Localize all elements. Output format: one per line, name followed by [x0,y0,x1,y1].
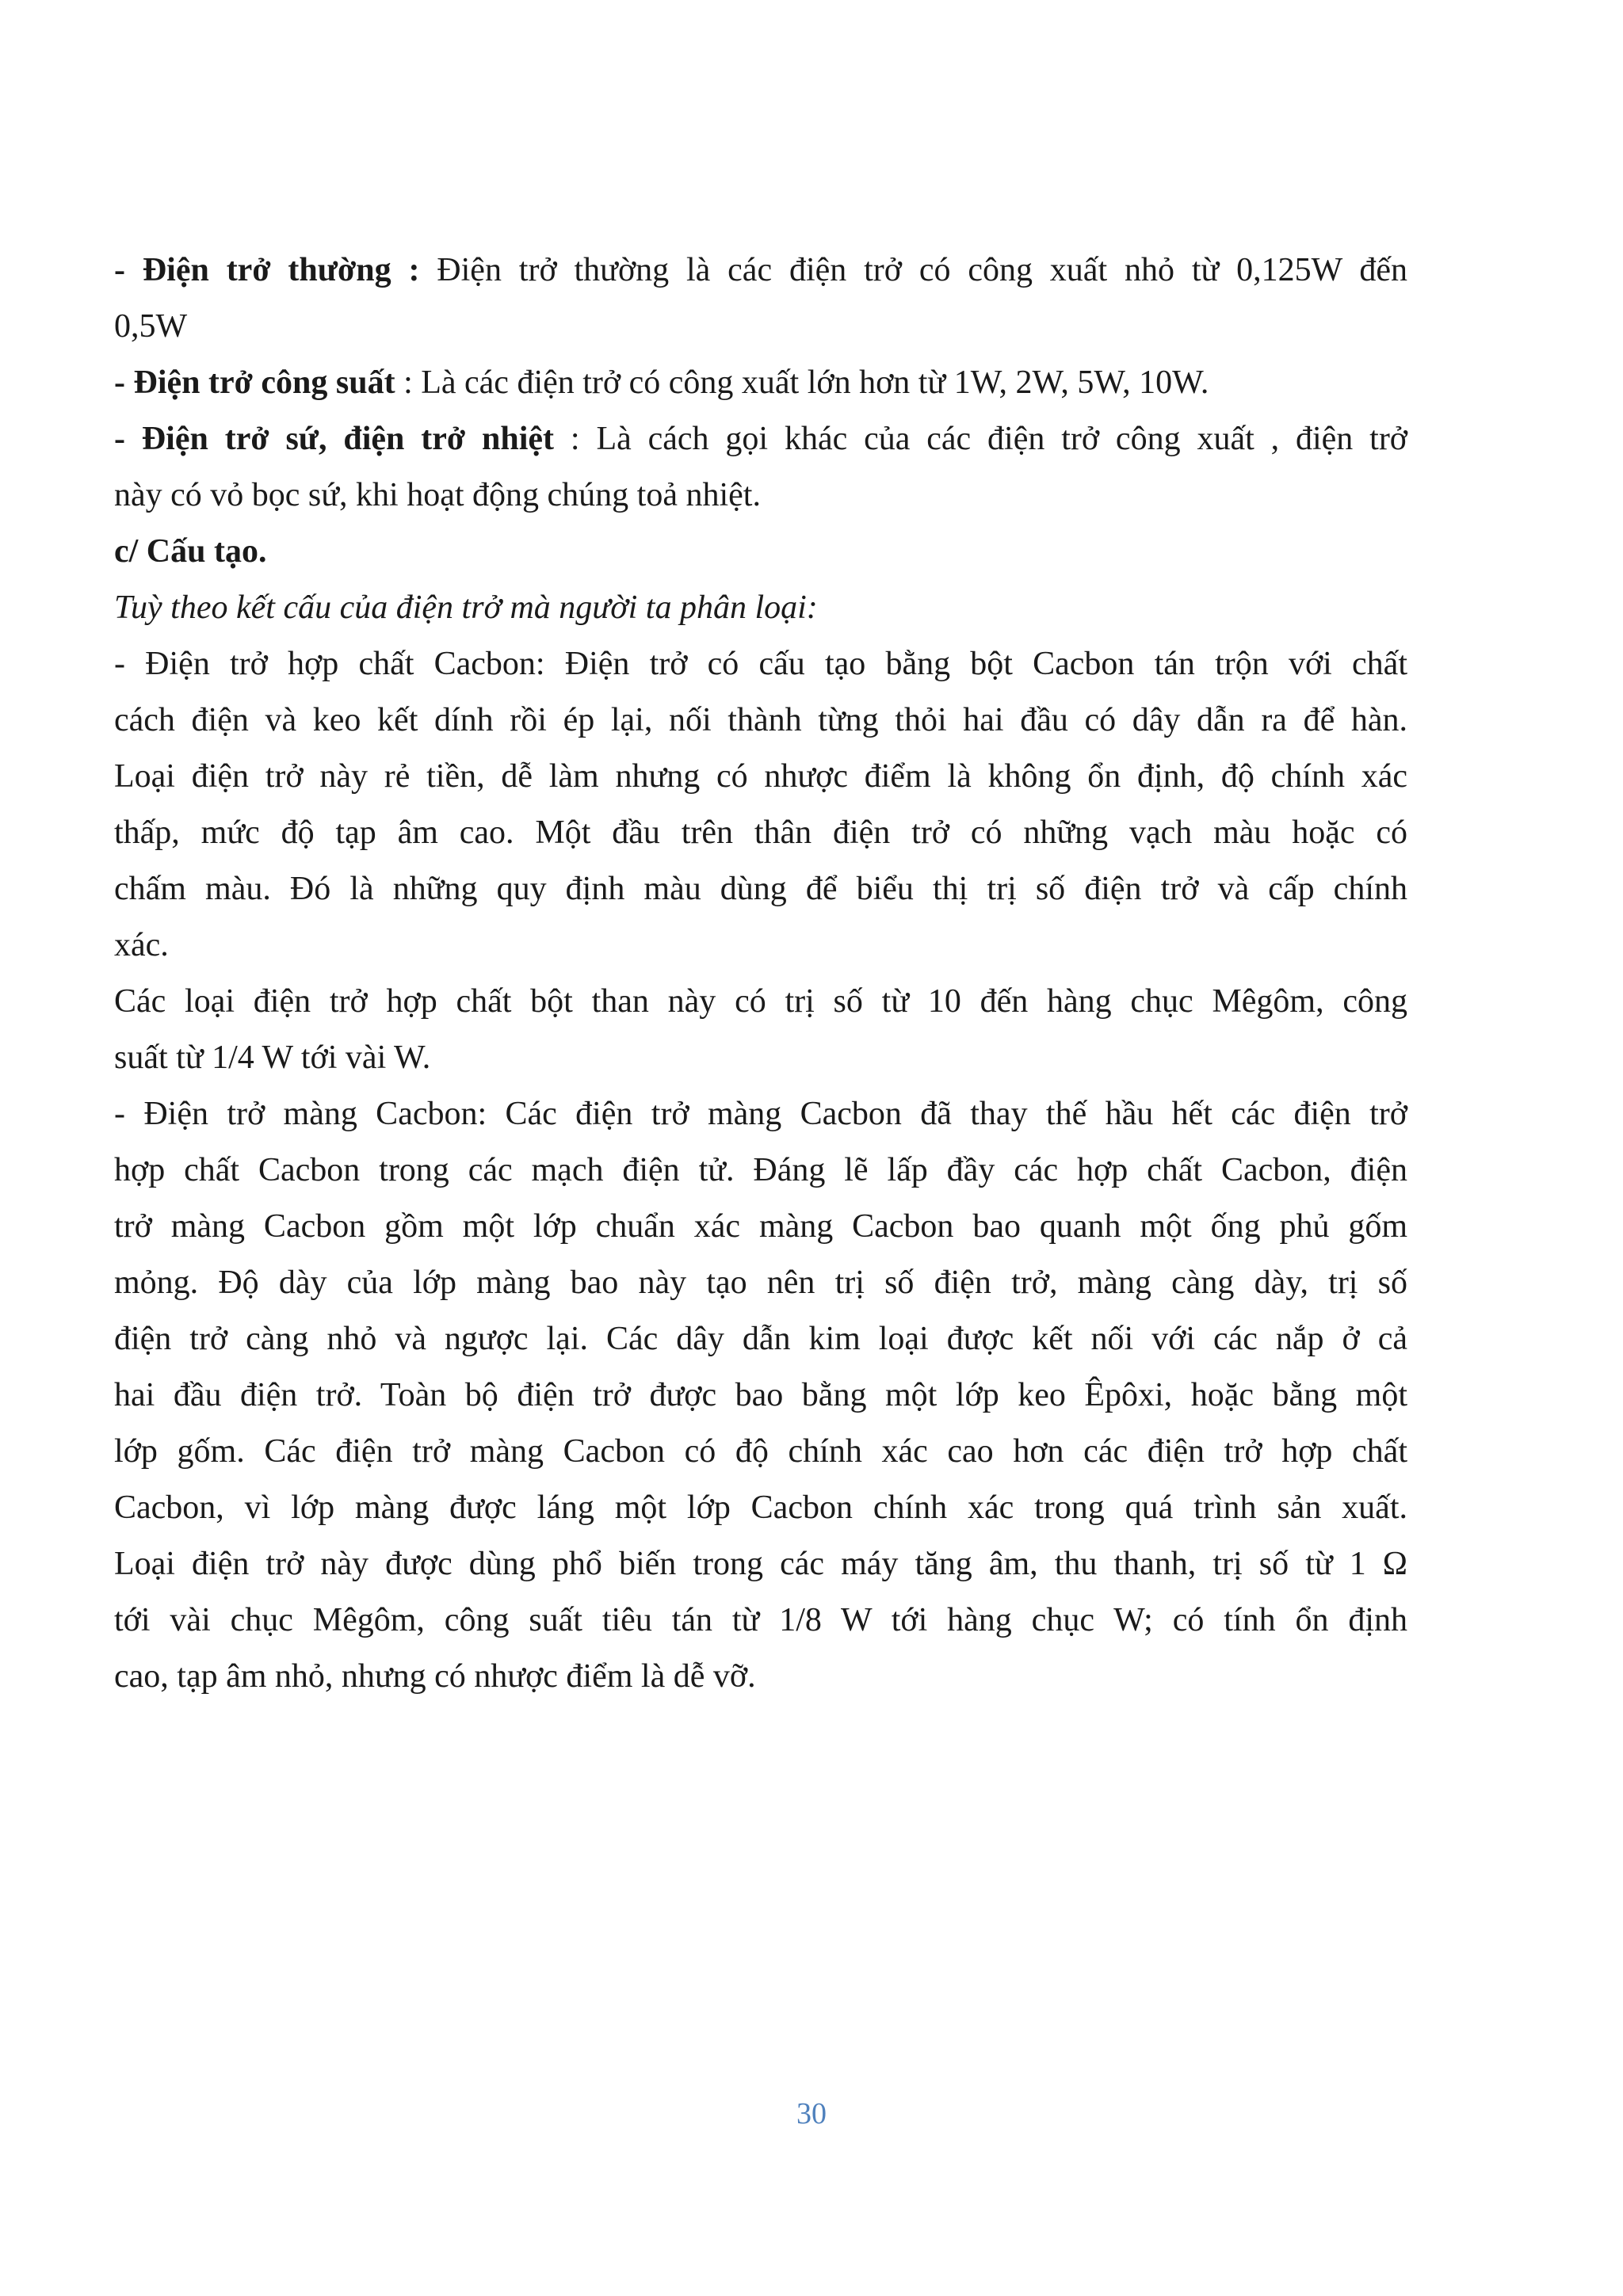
text-line: Loại điện trở này rẻ tiền, dễ làm nhưng có nhược điểm là không ổn định, độ chính xác [114,758,1407,795]
term-power-resistor: - Điện trở công suất [114,364,395,401]
text-line: 0,5W [114,308,188,345]
text-line: hợp chất Cacbon trong các mạch điện tử. Đáng lẽ lấp đầy các hợp chất Cacbon, điện [114,1152,1407,1188]
paragraph-carbon-composition [114,636,1407,974]
page-number: 30 [796,2097,827,2130]
section-intro: Tuỳ theo kết cấu của điện trở mà người ta phân loại: [114,589,818,626]
text-line: lớp gốm. Các điện trở màng Cacbon có độ chính xác cao hơn các điện trở hợp chất [114,1433,1407,1470]
text-line: Các loại điện trở hợp chất bột than này có trị số từ 10 đến hàng chục Mêgôm, công [114,983,1407,1020]
text-line: mỏng. Độ dày của lớp màng bao này tạo nên trị số điện trở, màng càng dày, trị số [114,1264,1407,1301]
text-line: Cacbon, vì lớp màng được láng một lớp Cacbon chính xác trong quá trình sản xuất. [114,1489,1407,1526]
page-body [114,242,1407,1705]
text-line: : Là cách gọi khác của các điện trở công xuất , điện trở [570,421,1408,457]
text-line: chấm màu. Đó là những quy định màu dùng để biểu thị trị số điện trở và cấp chính [114,871,1407,907]
section-heading: c/ Cấu tạo. [114,533,267,570]
paragraph-normal-resistor [114,242,1407,299]
term-normal-resistor: - Điện trở thường : [114,252,420,288]
text-line: hai đầu điện trở. Toàn bộ điện trở được bao bằng một lớp keo Êpôxi, hoặc bằng một [114,1377,1407,1413]
text-line: thấp, mức độ tạp âm cao. Một đầu trên thân điện trở có những vạch màu hoặc có [114,814,1407,851]
text-line: - Điện trở màng Cacbon: Các điện trở màng Cacbon đã thay thế hầu hết các điện trở [114,1096,1407,1132]
term-ceramic-resistor: - Điện trở sứ, điện trở nhiệt [114,421,555,457]
paragraph-power-resistor [114,355,1407,411]
text-line: cao, tạp âm nhỏ, nhưng có nhược điểm là dễ vỡ. [114,1658,756,1695]
text-line: điện trở càng nhỏ và ngược lại. Các dây dẫn kim loại được kết nối với các nắp ở cả [114,1321,1407,1357]
text-line: trở màng Cacbon gồm một lớp chuẩn xác màng Cacbon bao quanh một ống phủ gốm [114,1208,1407,1245]
paragraph-carbon-film [114,1086,1407,1705]
text-line: : Là các điện trở có công xuất lớn hơn từ 1W, 2W, 5W, 10W. [403,364,1209,401]
text-line: Điện trở thường là các điện trở có công xuất nhỏ từ 0,125W đến [437,252,1407,288]
text-line: này có vỏ bọc sứ, khi hoạt động chúng toả nhiệt. [114,477,761,513]
text-line: - Điện trở hợp chất Cacbon: Điện trở có cấu tạo bằng bột Cacbon tán trộn với chất [114,646,1407,682]
text-line: suất từ 1/4 W tới vài W. [114,1039,431,1076]
paragraph-carbon-powder-values [114,974,1407,1086]
text-line: xác. [114,927,169,963]
text-line: tới vài chục Mêgôm, công suất tiêu tán từ 1/8 W tới hàng chục W; có tính ổn định [114,1602,1407,1638]
text-line: cách điện và keo kết dính rồi ép lại, nối thành từng thỏi hai đầu có dây dẫn ra để hàn. [114,702,1407,738]
paragraph-ceramic-resistor [114,411,1407,467]
text-line: Loại điện trở này được dùng phổ biến trong các máy tăng âm, thu thanh, trị số từ 1 Ω [114,1546,1407,1582]
